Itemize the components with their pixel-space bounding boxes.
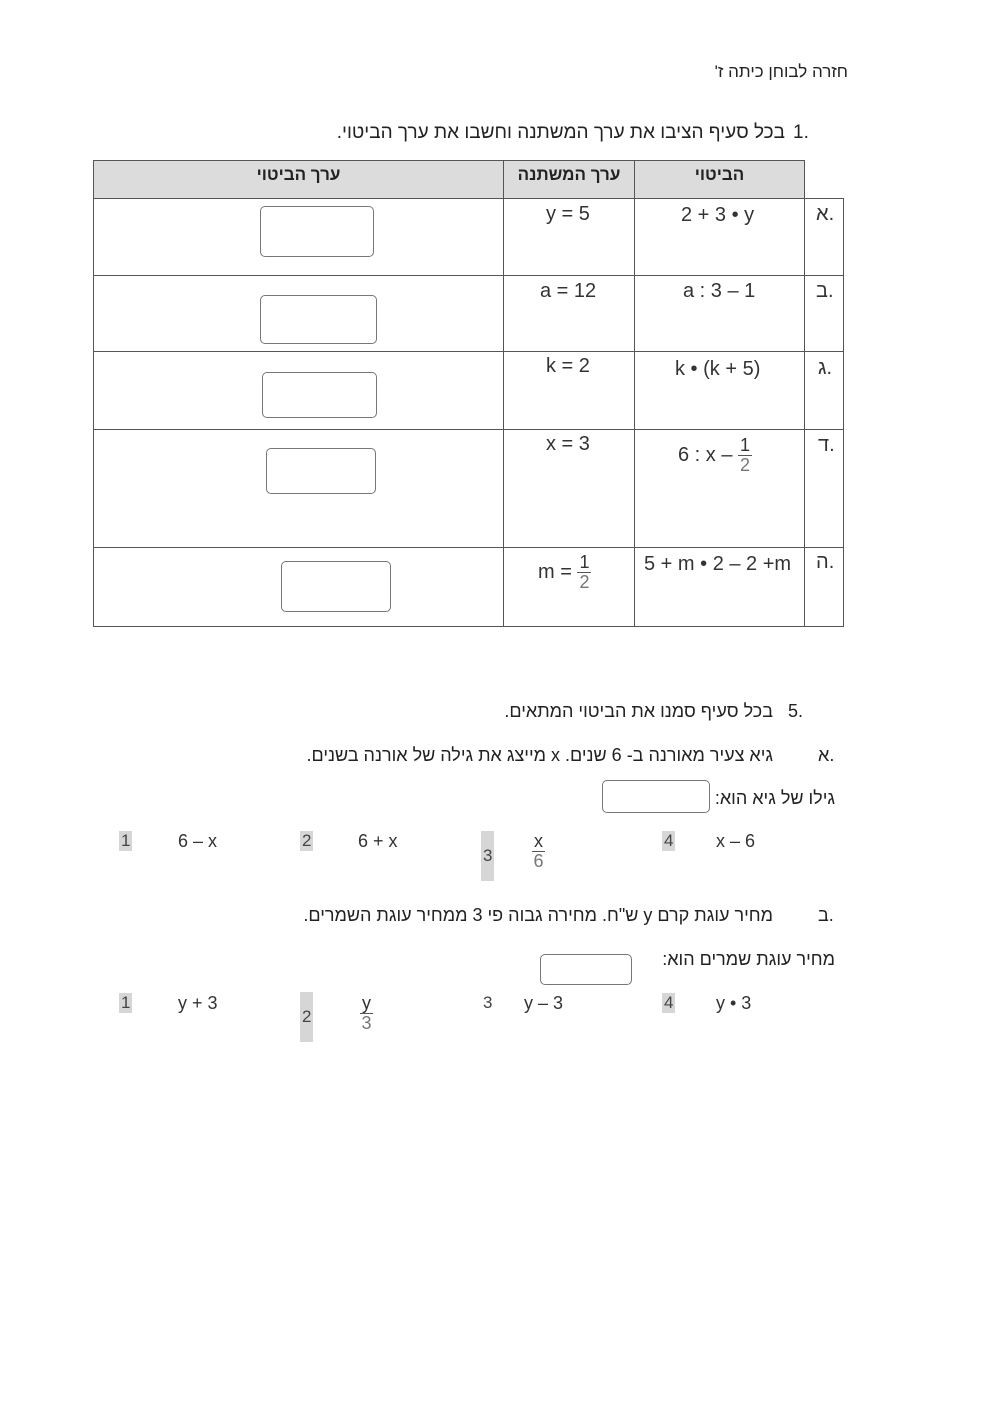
- row-letter: א.: [816, 203, 835, 225]
- q5b-label: מחיר עוגת שמרים הוא:: [662, 949, 835, 969]
- option-number[interactable]: 4: [664, 831, 674, 850]
- option-expression[interactable]: [532, 832, 545, 871]
- option-expression[interactable]: 6 + x: [358, 831, 398, 851]
- q5b-text: מחיר עוגת קרם y ש"ח. מחירה גבוה פי 3 ממחיר עוגת השמרים.: [303, 905, 773, 925]
- answer-input-e[interactable]: [281, 561, 391, 612]
- variable-value: x = 3: [546, 433, 590, 455]
- q5b-letter: ב.: [818, 905, 834, 925]
- expression: [678, 436, 752, 475]
- q5a-letter: א.: [818, 745, 835, 765]
- header-variable: ערך המשתנה: [503, 160, 635, 199]
- numerator: 1: [579, 552, 590, 572]
- option-number[interactable]: 3: [483, 993, 493, 1012]
- expression-text: 6 : x –: [678, 443, 733, 466]
- option-expression[interactable]: [360, 994, 373, 1033]
- option-number[interactable]: 2: [302, 831, 312, 850]
- q1-instruction: בכל סעיף הציבו את ערך המשתנה וחשבו את ערך הביטוי.: [336, 122, 785, 143]
- q5a-label: גילו של גיא הוא:: [714, 788, 835, 808]
- option-expression[interactable]: y + 3: [178, 993, 218, 1013]
- answer-input-d[interactable]: [266, 448, 376, 494]
- variable-text: m =: [538, 560, 572, 583]
- row-letter: ג.: [818, 357, 833, 379]
- expression: a : 3 – 1: [683, 280, 756, 302]
- q5b-answer-input[interactable]: [540, 954, 632, 985]
- option-expression[interactable]: y • 3: [716, 993, 752, 1013]
- variable-value: [538, 553, 591, 592]
- header-value: ערך הביטוי: [93, 160, 504, 199]
- numerator: y: [362, 993, 371, 1013]
- row-letter: ה.: [816, 551, 835, 573]
- option-number[interactable]: 2: [300, 992, 313, 1042]
- answer-input-c[interactable]: [262, 372, 377, 418]
- q5a-text: גיא צעיר מאורנה ב- 6 שנים. x מייצג את גילה של אורנה בשנים.: [306, 745, 773, 765]
- expression: k • (k + 5): [675, 358, 761, 380]
- denominator: 2: [579, 571, 590, 592]
- page-title: חזרה לבוחן כיתה ז': [714, 62, 848, 81]
- option-expression[interactable]: 6 – x: [178, 831, 218, 851]
- numerator: 1: [740, 435, 751, 455]
- expression: 2 + 3 • y: [681, 204, 755, 226]
- denominator: 6: [533, 850, 544, 871]
- q1-number: 1.: [793, 122, 809, 143]
- fraction: [577, 553, 591, 592]
- answer-input-b[interactable]: [260, 295, 377, 344]
- variable-value: k = 2: [546, 355, 590, 377]
- option-number[interactable]: 1: [121, 993, 131, 1012]
- q5a-answer-input[interactable]: [602, 780, 710, 813]
- numerator: x: [534, 831, 543, 851]
- denominator: 2: [740, 454, 751, 475]
- q5-number: 5.: [788, 701, 804, 721]
- expression: 5 + m • 2 – 2 +m: [644, 553, 792, 575]
- option-expression[interactable]: y – 3: [524, 993, 564, 1013]
- row-letter: ד.: [818, 434, 835, 456]
- header-expression: הביטוי: [634, 160, 805, 199]
- row-letter: ב.: [816, 280, 834, 302]
- option-number[interactable]: 1: [121, 831, 131, 850]
- option-number[interactable]: 4: [664, 993, 674, 1012]
- option-number[interactable]: 3: [481, 831, 494, 881]
- denominator: 3: [361, 1012, 372, 1033]
- variable-value: y = 5: [546, 203, 590, 225]
- q5-instruction: בכל סעיף סמנו את הביטוי המתאים.: [504, 701, 773, 721]
- fraction: [738, 436, 752, 475]
- answer-input-a[interactable]: [260, 206, 374, 257]
- variable-value: a = 12: [540, 280, 597, 302]
- option-expression[interactable]: x – 6: [716, 831, 756, 851]
